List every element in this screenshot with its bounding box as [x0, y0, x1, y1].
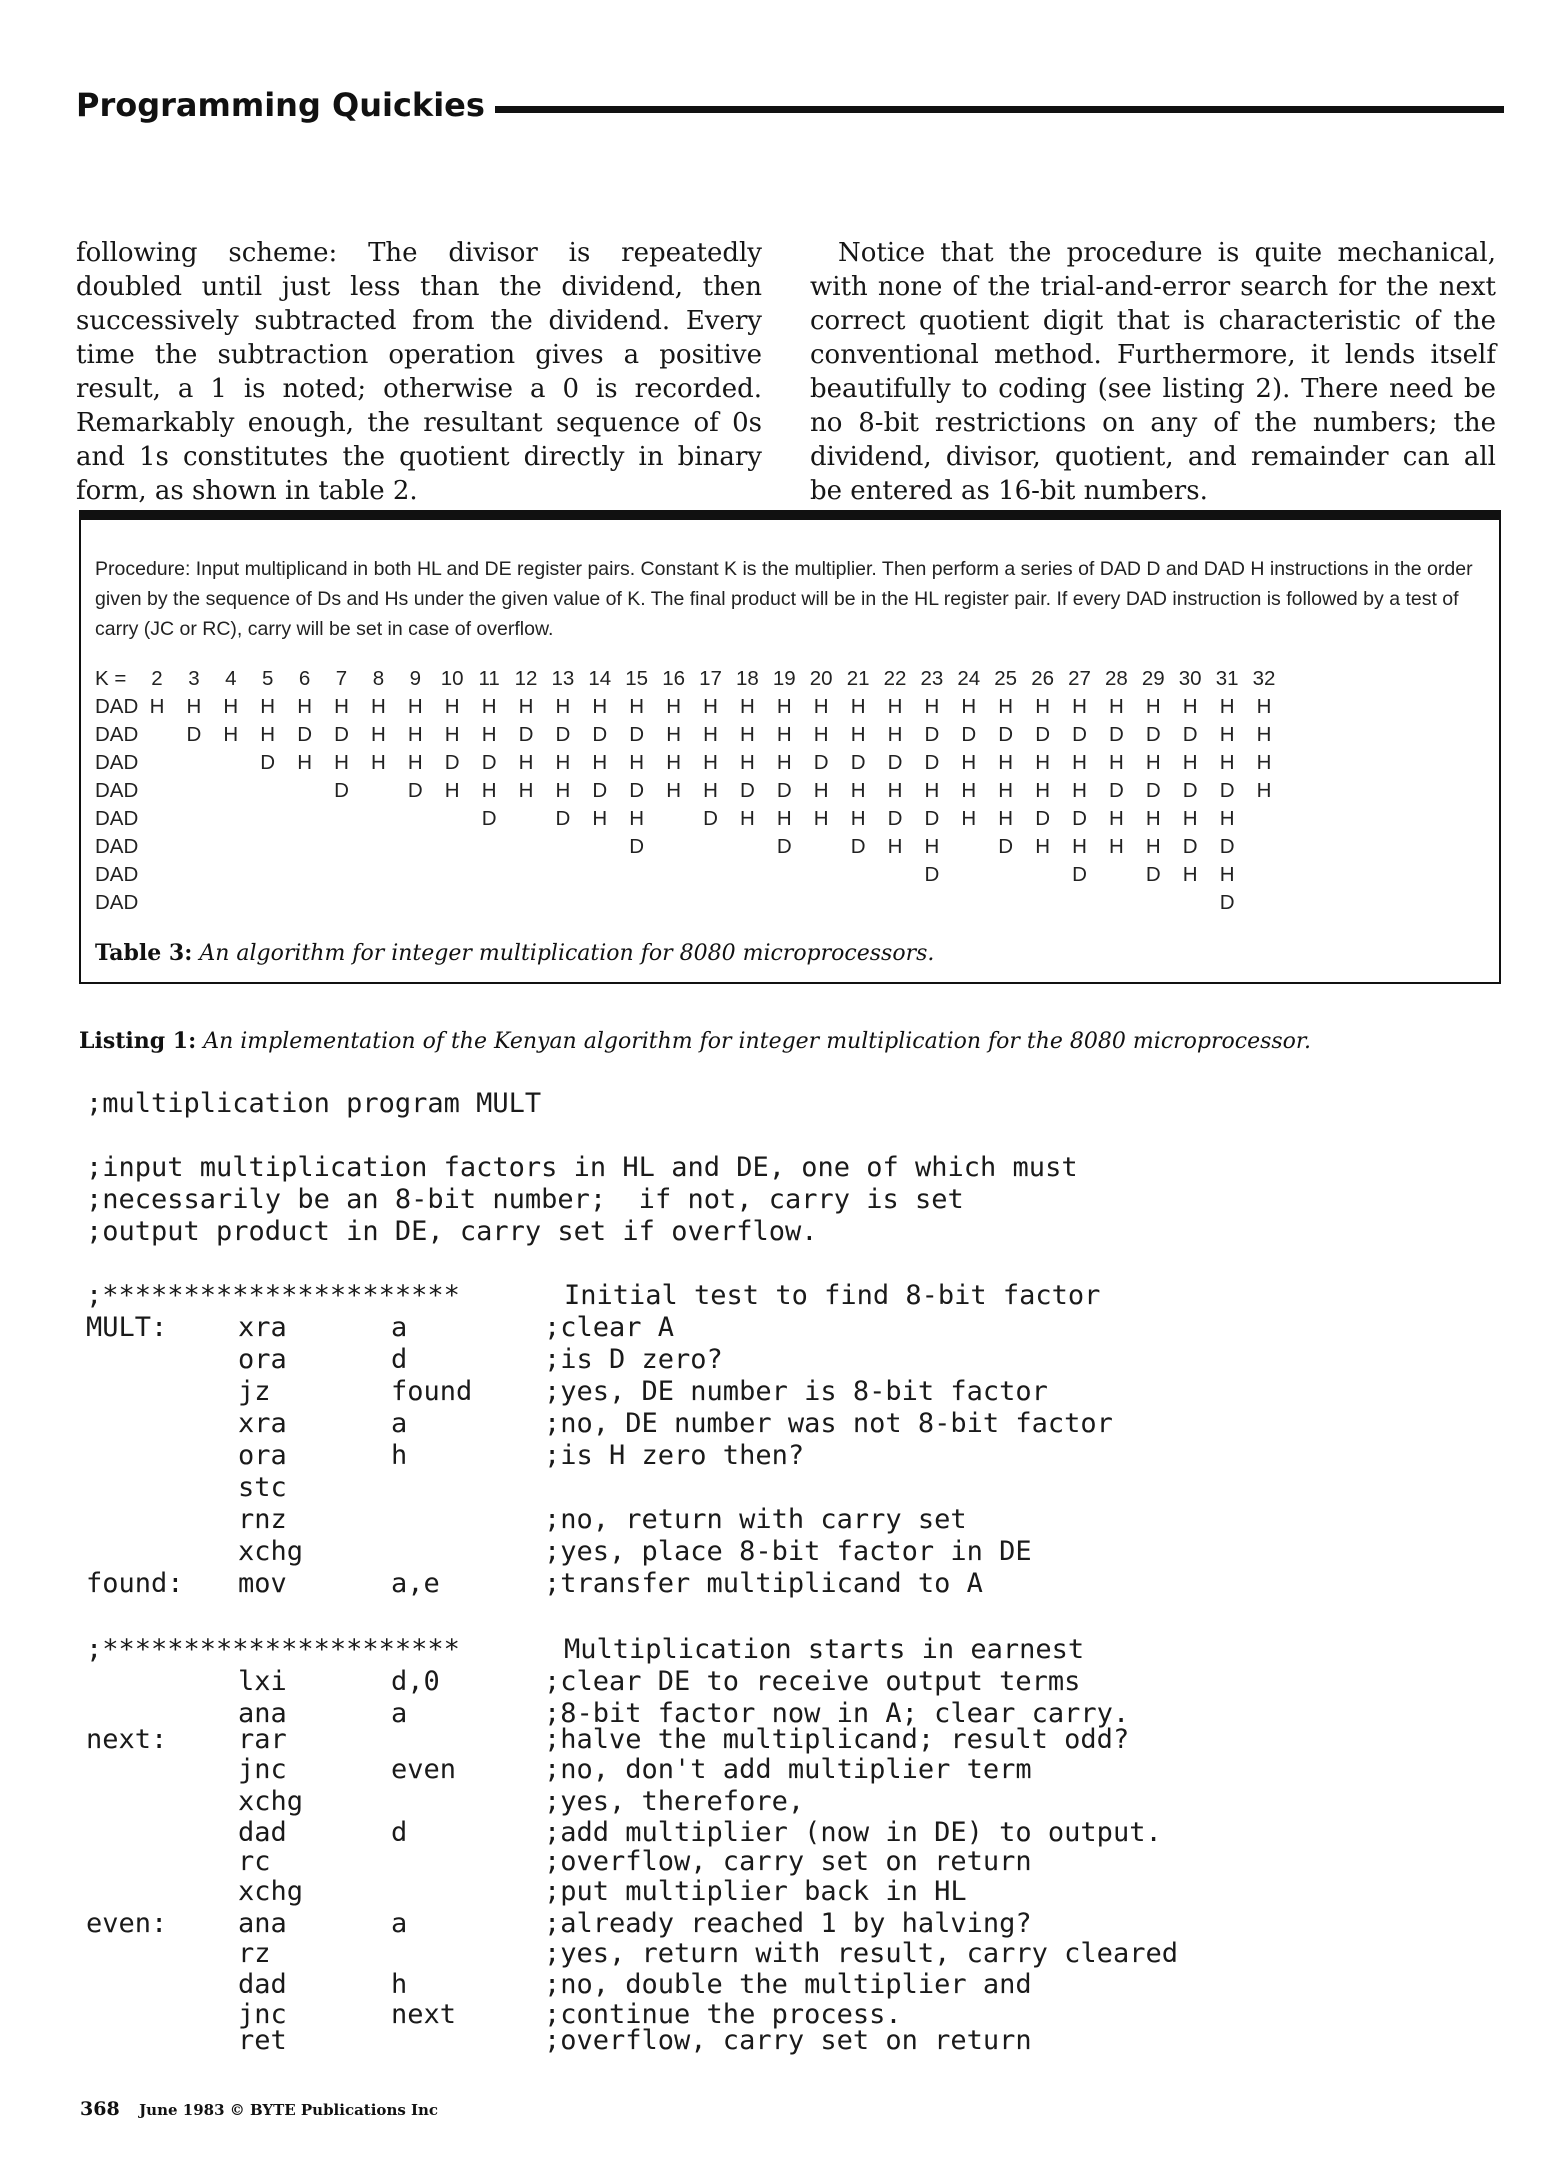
- dad-row-cell: H: [297, 751, 312, 774]
- dad-row-cell: H: [739, 807, 755, 830]
- code-label: even:: [86, 1908, 168, 1939]
- k-values-row-label: K =: [95, 667, 127, 690]
- code-arg: a,e: [391, 1568, 440, 1599]
- code-arg: d: [391, 1344, 408, 1375]
- k-values-row-cell: 7: [335, 667, 348, 690]
- dad-row-cell: H: [813, 723, 829, 746]
- code-op: jz: [238, 1376, 271, 1407]
- code-op: rar: [238, 1724, 287, 1755]
- dad-row-cell: D: [592, 723, 608, 746]
- dad-row-cell: H: [555, 751, 571, 774]
- dad-row-cell: D: [850, 835, 866, 858]
- dad-row-cell: H: [1182, 751, 1198, 774]
- dad-row-cell: H: [1145, 807, 1161, 830]
- dad-row-cell: H: [518, 779, 534, 802]
- dad-row-cell: H: [961, 807, 977, 830]
- code-comment: ;add multiplier (now in DE) to output.: [544, 1817, 1162, 1848]
- code-comment: ;necessarily be an 8-bit number; if not, carry is set: [86, 1184, 964, 1215]
- dad-row-cell: D: [998, 835, 1014, 858]
- dad-row-cell: H: [887, 723, 903, 746]
- code-op: ora: [238, 1440, 287, 1471]
- dad-row-cell: H: [1182, 807, 1198, 830]
- dad-row-cell: H: [592, 751, 608, 774]
- code-arg: a: [391, 1908, 408, 1939]
- dad-row-cell: D: [334, 779, 349, 802]
- code-arg: h: [391, 1969, 408, 2000]
- dad-row-cell: H: [1256, 751, 1272, 774]
- k-values-row-cell: 23: [920, 667, 944, 690]
- k-values-row-cell: 18: [735, 667, 759, 690]
- code-arg: found: [391, 1376, 473, 1407]
- dad-row-cell: H: [223, 695, 239, 718]
- code-comment: ;overflow, carry set on return: [544, 1846, 1032, 1877]
- dad-row-cell: H: [481, 695, 497, 718]
- code-comment: ;transfer multiplicand to A: [544, 1568, 983, 1599]
- code-comment: ;already reached 1 by halving?: [544, 1908, 1032, 1939]
- dad-row-cell: D: [961, 723, 977, 746]
- dad-row-cell: H: [518, 751, 534, 774]
- k-values-row-cell: 27: [1068, 667, 1091, 690]
- k-values-row-cell: 21: [846, 667, 870, 690]
- dad-row-cell: H: [666, 779, 681, 802]
- code-arg: next: [391, 1999, 457, 2030]
- dad-row-cell: H: [850, 807, 866, 830]
- dad-row-cell: H: [370, 695, 386, 718]
- dad-row-label: DAD: [95, 863, 139, 886]
- code-op: rz: [238, 1938, 271, 1969]
- dad-row-cell: D: [1145, 863, 1161, 886]
- dad-row-cell: D: [1035, 807, 1050, 830]
- dad-row-cell: H: [1219, 751, 1235, 774]
- k-values-row-cell: 12: [514, 667, 538, 690]
- dad-row-label: DAD: [95, 807, 139, 830]
- dad-row-cell: D: [260, 751, 276, 774]
- dad-row-cell: H: [444, 779, 460, 802]
- dad-row-cell: H: [592, 695, 608, 718]
- code-op: mov: [238, 1568, 287, 1599]
- dad-row-cell: H: [1072, 695, 1087, 718]
- code-arg: a: [391, 1312, 408, 1343]
- dad-row-cell: H: [555, 779, 571, 802]
- left-column: [76, 236, 762, 508]
- dad-row-cell: H: [1035, 835, 1050, 858]
- dad-row-cell: H: [813, 695, 829, 718]
- dad-row-cell: H: [666, 695, 681, 718]
- k-values-row-cell: 4: [225, 667, 237, 690]
- code-op: dad: [238, 1969, 287, 2000]
- dad-row-label: DAD: [95, 695, 139, 718]
- k-values-row-cell: 24: [957, 667, 981, 690]
- code-op: dad: [238, 1817, 287, 1848]
- code-label: next:: [86, 1724, 168, 1755]
- dad-row-cell: H: [961, 751, 977, 774]
- k-values-row-cell: 29: [1141, 667, 1165, 690]
- dad-row-cell: H: [850, 695, 866, 718]
- dad-row-cell: H: [1072, 835, 1087, 858]
- dad-row-cell: H: [813, 807, 829, 830]
- code-op: xchg: [238, 1786, 304, 1817]
- page-header: [76, 86, 1504, 126]
- dad-row-cell: H: [1219, 723, 1235, 746]
- code-comment: ;put multiplier back in HL: [544, 1876, 967, 1907]
- dad-row-cell: H: [1108, 751, 1124, 774]
- dad-row-cell: D: [334, 723, 349, 746]
- table-3-box: [79, 510, 1501, 984]
- dad-row-cell: H: [924, 695, 940, 718]
- dad-row-cell: D: [1145, 779, 1161, 802]
- dad-row-cell: H: [1219, 807, 1235, 830]
- k-values-row-cell: 28: [1104, 667, 1128, 690]
- dad-row-cell: H: [260, 695, 276, 718]
- dad-row-cell: D: [481, 807, 497, 830]
- right-column: [810, 236, 1496, 508]
- dad-row-cell: H: [924, 835, 940, 858]
- code-comment: ;multiplication program MULT: [86, 1088, 542, 1119]
- dad-row-label: DAD: [95, 779, 139, 802]
- dad-row-cell: H: [887, 835, 903, 858]
- code-arg: d: [391, 1817, 408, 1848]
- dad-row-cell: D: [1182, 835, 1198, 858]
- code-op: rc: [238, 1846, 271, 1877]
- code-section-title: Multiplication starts in earnest: [564, 1634, 1085, 1665]
- dad-row-cell: H: [1108, 835, 1124, 858]
- dad-row-cell: H: [998, 807, 1014, 830]
- listing-caption: [79, 1028, 1311, 1054]
- dad-row-cell: D: [739, 779, 755, 802]
- k-values-row-cell: 20: [809, 667, 833, 690]
- dad-row-cell: D: [1219, 779, 1235, 802]
- dad-row-cell: D: [1219, 835, 1235, 858]
- dad-row-cell: D: [887, 807, 903, 830]
- dad-row-cell: D: [1072, 863, 1087, 886]
- code-comment: ;no, return with carry set: [544, 1504, 967, 1535]
- code-comment: ;is H zero then?: [544, 1440, 805, 1471]
- dad-row-cell: D: [813, 751, 829, 774]
- dad-row-cell: D: [1072, 807, 1087, 830]
- code-op: jnc: [238, 1754, 287, 1785]
- code-comment: ;no, double the multiplier and: [544, 1969, 1032, 2000]
- dad-row-label: DAD: [95, 891, 139, 914]
- dad-row-cell: H: [739, 723, 755, 746]
- code-op: stc: [238, 1472, 287, 1503]
- dad-row-cell: H: [518, 695, 534, 718]
- dad-row-cell: D: [518, 723, 534, 746]
- dad-row-cell: H: [370, 723, 386, 746]
- code-stars: ;**********************: [86, 1280, 460, 1311]
- dad-row-cell: H: [850, 723, 866, 746]
- dad-row-cell: D: [186, 723, 202, 746]
- k-values-row-cell: 16: [662, 667, 685, 690]
- dad-row-cell: D: [555, 723, 571, 746]
- procedure-text: Procedure: Input multiplicand in both HL and DE register pairs. Constant K is the multiplier. Then perform a series of DAD D and DAD H instructions in the order given by the sequence of Ds and Hs under the given value of K. The final product will be in the HL register pair. If every DAD instruction is followed by a test of carry (JC or RC), carry will be set in case of overflow.: [95, 558, 1473, 640]
- dad-row-cell: H: [1182, 695, 1198, 718]
- dad-row-cell: H: [1219, 695, 1235, 718]
- code-comment: ;no, don't add multiplier term: [544, 1754, 1032, 1785]
- dad-row-cell: H: [703, 695, 718, 718]
- code-comment: ;input multiplication factors in HL and DE, one of which must: [86, 1152, 1078, 1183]
- dad-row-cell: D: [629, 835, 645, 858]
- code-comment: ;8-bit factor now in A; clear carry.: [544, 1698, 1130, 1729]
- listing-caption-label: Listing 1:: [79, 1028, 197, 1054]
- dad-row-cell: H: [260, 723, 276, 746]
- code-arg: h: [391, 1440, 408, 1471]
- dad-row-cell: H: [1256, 779, 1272, 802]
- k-values-row-cell: 22: [883, 667, 907, 690]
- dad-row-cell: D: [998, 723, 1014, 746]
- dad-row-cell: H: [1145, 751, 1161, 774]
- code-op: lxi: [238, 1666, 287, 1697]
- dad-row-cell: H: [1035, 779, 1050, 802]
- publication-credit: June 1983 © BYTE Publications Inc: [139, 2101, 439, 2119]
- dad-row-cell: H: [776, 751, 792, 774]
- k-values-row-cell: 19: [772, 667, 796, 690]
- dad-row-cell: H: [223, 723, 239, 746]
- dad-row-cell: H: [776, 695, 792, 718]
- dad-row-cell: H: [924, 779, 940, 802]
- dad-row-cell: H: [370, 751, 386, 774]
- dad-row-cell: H: [481, 779, 497, 802]
- dad-row-cell: D: [776, 835, 792, 858]
- dad-row-cell: H: [776, 723, 792, 746]
- dad-row-cell: H: [1219, 863, 1235, 886]
- code-op: jnc: [238, 1999, 287, 2030]
- dad-row-cell: H: [666, 723, 681, 746]
- code-op: ret: [238, 2025, 287, 2056]
- dad-row-label: DAD: [95, 723, 139, 746]
- dad-row-cell: D: [924, 863, 940, 886]
- dad-row-cell: H: [1108, 807, 1124, 830]
- k-values-row-cell: 5: [261, 667, 274, 690]
- dad-row-cell: H: [629, 807, 645, 830]
- code-comment: ;clear A: [544, 1312, 675, 1343]
- dad-row-cell: D: [850, 751, 866, 774]
- dad-row-cell: H: [887, 695, 903, 718]
- k-values-row-cell: 3: [188, 667, 200, 690]
- code-arg: a: [391, 1698, 408, 1729]
- k-values-row-cell: 8: [372, 667, 385, 690]
- dad-row-cell: D: [776, 779, 792, 802]
- dad-row-cell: H: [998, 695, 1014, 718]
- dad-row-cell: H: [961, 779, 977, 802]
- dad-row-cell: H: [998, 779, 1014, 802]
- dad-row-cell: H: [703, 751, 718, 774]
- code-stars: ;**********************: [86, 1634, 460, 1665]
- code-comment: ;halve the multiplicand; result odd?: [544, 1724, 1130, 1755]
- code-label: found:: [86, 1568, 184, 1599]
- k-values-row-cell: 11: [478, 667, 500, 690]
- dad-row-cell: D: [629, 723, 645, 746]
- dad-row-cell: H: [444, 695, 460, 718]
- code-comment: ;no, DE number was not 8-bit factor: [544, 1408, 1113, 1439]
- listing-caption-text: An implementation of the Kenyan algorithm for integer multiplication for the 8080 microprocessor.: [203, 1029, 1312, 1054]
- dad-row-cell: D: [1182, 779, 1198, 802]
- dad-row-cell: H: [998, 751, 1014, 774]
- dad-row-cell: D: [444, 751, 460, 774]
- dad-row-cell: H: [1035, 751, 1050, 774]
- dad-row-cell: D: [1219, 891, 1235, 914]
- dad-row-cell: H: [813, 779, 829, 802]
- page-number: 368: [80, 2098, 120, 2120]
- left-paragraph: following scheme: The divisor is repeatedly doubled until just less than the dividend, then successively subtracted from the dividend. Every time the subtraction operation gives a positive result, a 1 is noted; otherwise a 0 is recorded. Remarkably enough, the resultant sequence of 0s and 1s constitutes the quotient directly in binary form, as shown in table 2.: [76, 238, 762, 506]
- dad-row-label: DAD: [95, 751, 139, 774]
- dad-row-cell: D: [629, 779, 645, 802]
- code-arg: even: [391, 1754, 457, 1785]
- dad-row-cell: H: [592, 807, 608, 830]
- dad-row-cell: D: [1072, 723, 1087, 746]
- k-values-row-cell: 30: [1178, 667, 1202, 690]
- dad-row-cell: D: [1108, 779, 1124, 802]
- dad-row-cell: D: [481, 751, 497, 774]
- dad-row-cell: H: [961, 695, 977, 718]
- dad-row-cell: H: [407, 751, 423, 774]
- k-values-row-cell: 31: [1215, 667, 1239, 690]
- dad-row-cell: H: [149, 695, 165, 718]
- dad-row-cell: H: [887, 779, 903, 802]
- table-caption-text: An algorithm for integer multiplication for 8080 microprocessors.: [199, 941, 935, 966]
- table-caption: [95, 940, 934, 966]
- code-comment: ;yes, therefore,: [544, 1786, 805, 1817]
- code-arg: a: [391, 1408, 408, 1439]
- page-footer: [80, 2098, 438, 2120]
- code-op: rnz: [238, 1504, 287, 1535]
- dad-row-cell: H: [555, 695, 571, 718]
- code-op: ora: [238, 1344, 287, 1375]
- k-values-row-cell: 6: [298, 667, 311, 690]
- dad-row-cell: H: [629, 695, 645, 718]
- k-values-row-cell: 14: [588, 667, 612, 690]
- k-values-row-cell: 10: [440, 667, 464, 690]
- code-comment: ;overflow, carry set on return: [544, 2025, 1032, 2056]
- dad-row-label: DAD: [95, 835, 139, 858]
- dad-row-cell: H: [739, 695, 755, 718]
- table-caption-label: Table 3:: [95, 940, 193, 966]
- dad-row-cell: D: [555, 807, 571, 830]
- dad-row-cell: H: [703, 723, 718, 746]
- dad-row-cell: H: [1256, 723, 1272, 746]
- code-comment: ;continue the process.: [544, 1999, 902, 2030]
- k-values-row-cell: 9: [409, 667, 421, 690]
- code-comment: ;yes, place 8-bit factor in DE: [544, 1536, 1032, 1567]
- dad-row-cell: H: [334, 695, 349, 718]
- code-op: ana: [238, 1698, 287, 1729]
- dad-row-cell: H: [776, 807, 792, 830]
- dad-row-cell: D: [297, 723, 312, 746]
- k-values-row-cell: 13: [551, 667, 575, 690]
- dad-row-cell: H: [629, 751, 645, 774]
- code-op: xra: [238, 1408, 287, 1439]
- k-values-row-cell: 2: [151, 667, 163, 690]
- dad-row-cell: H: [703, 779, 718, 802]
- dad-row-cell: D: [924, 807, 940, 830]
- dad-row-cell: D: [1108, 723, 1124, 746]
- k-values-row-cell: 25: [994, 667, 1018, 690]
- header-rule: [481, 106, 1504, 113]
- dad-row-cell: H: [1145, 695, 1161, 718]
- code-section-title: Initial test to find 8-bit factor: [564, 1280, 1101, 1311]
- code-op: xra: [238, 1312, 287, 1343]
- k-values-row-cell: 17: [699, 667, 722, 690]
- dad-row-cell: H: [739, 751, 755, 774]
- dad-row-cell: D: [1182, 723, 1198, 746]
- dad-row-cell: H: [1072, 751, 1087, 774]
- right-paragraph: Notice that the procedure is quite mechanical, with none of the trial-and-error search for the next correct quotient digit that is characteristic of the conventional method. Furthermore, it lends itself beautifully to coding (see listing 2). There need be no 8-bit restrictions on any of the numbers; the dividend, divisor, quotient, and remainder can all be entered as 16-bit numbers.: [810, 238, 1496, 506]
- k-values-row-cell: 32: [1252, 667, 1276, 690]
- dad-row-cell: H: [407, 695, 423, 718]
- dad-row-cell: H: [1145, 835, 1161, 858]
- code-op: xchg: [238, 1536, 304, 1567]
- code-comment: ;yes, return with result, carry cleared: [544, 1938, 1178, 1969]
- code-comment: ;output product in DE, carry set if overflow.: [86, 1216, 818, 1247]
- code-op: ana: [238, 1908, 287, 1939]
- section-title: Programming Quickies: [76, 86, 495, 124]
- dad-row-cell: H: [1035, 695, 1050, 718]
- dad-row-cell: H: [444, 723, 460, 746]
- dad-row-cell: D: [924, 723, 940, 746]
- dad-row-cell: D: [924, 751, 940, 774]
- dad-row-cell: H: [1108, 695, 1124, 718]
- code-op: xchg: [238, 1876, 304, 1907]
- dad-row-cell: D: [592, 779, 608, 802]
- dad-row-cell: D: [407, 779, 423, 802]
- dad-row-cell: D: [703, 807, 718, 830]
- code-comment: ;yes, DE number is 8-bit factor: [544, 1376, 1048, 1407]
- k-values-row-cell: 15: [625, 667, 649, 690]
- dad-row-cell: H: [850, 779, 866, 802]
- dad-row-cell: H: [666, 751, 681, 774]
- dad-row-cell: H: [481, 723, 497, 746]
- dad-row-cell: H: [297, 695, 312, 718]
- dad-row-cell: D: [1035, 723, 1050, 746]
- code-arg: d,0: [391, 1666, 440, 1697]
- dad-row-cell: H: [1256, 695, 1272, 718]
- k-values-row-cell: 26: [1031, 667, 1054, 690]
- dad-row-cell: D: [887, 751, 903, 774]
- code-label: MULT:: [86, 1312, 168, 1343]
- dad-row-cell: H: [186, 695, 202, 718]
- dad-row-cell: H: [1182, 863, 1198, 886]
- dad-row-cell: H: [407, 723, 423, 746]
- code-comment: ;clear DE to receive output terms: [544, 1666, 1081, 1697]
- dad-row-cell: H: [334, 751, 349, 774]
- dad-row-cell: D: [1145, 723, 1161, 746]
- dad-row-cell: H: [1072, 779, 1087, 802]
- code-comment: ;is D zero?: [544, 1344, 723, 1375]
